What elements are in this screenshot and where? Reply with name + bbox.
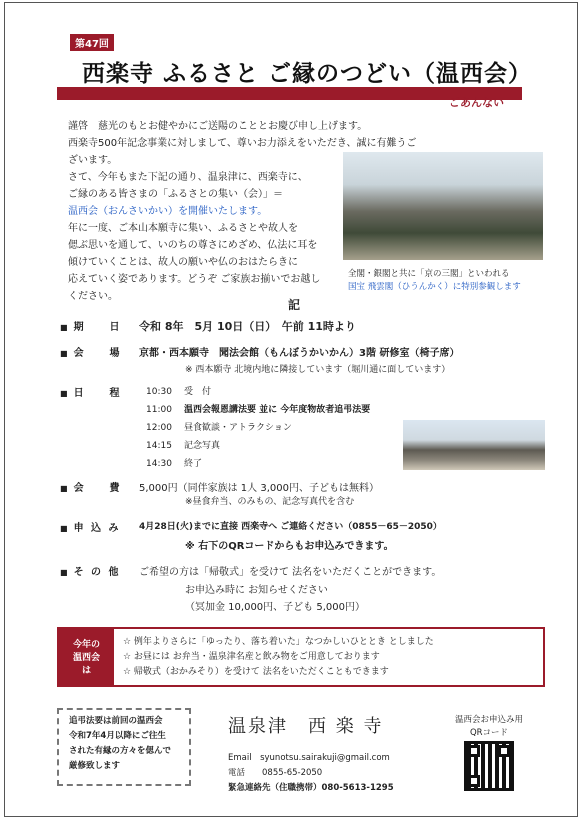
schedule-item: 14:15 記念写真	[146, 441, 221, 451]
highlight-box	[57, 627, 545, 687]
fee-row: ■ 会 費	[60, 483, 122, 494]
intro-line: 応えていく姿であります。どうぞ ご家族お揃いでお越し	[68, 274, 321, 285]
temple-photo	[343, 152, 543, 260]
other-note: お申込み時に お知らせください	[185, 585, 328, 596]
date-value: 令和 8年 5月 10日（日） 午前 11時より	[139, 320, 356, 333]
apply-value: 4月28日(火)までに直接 西楽寺へ ご連絡ください（0855－65－2050）	[139, 522, 442, 532]
venue-row: ■ 会 場	[60, 348, 122, 359]
intro-line: 傾けていくことは、故人の願いや仏のおはたらきに	[68, 257, 298, 268]
intro-line: さて、今年もまた下記の通り、温泉津に、西楽寺に、	[68, 172, 308, 183]
intro-line: 偲ぶ思いを通して、いのちの尊さにめざめ、仏法に耳を	[68, 240, 318, 251]
intro-line: 西楽寺500年記念事業に対しまして、尊いお力添えをいただき、誠に有難うございます。	[68, 138, 417, 166]
highlight-label: 今年の 温西会 は	[59, 629, 114, 685]
schedule-item: 11:00 温西会報恩講法要 並に 今年度物故者追弔法要	[146, 405, 371, 415]
schedule-row: ■ 日 程	[60, 388, 122, 399]
hall-photo	[403, 420, 545, 470]
photo-caption: 全閣・銀閣と共に「京の三閣」といわれる 国宝 飛雲閣（ひうんかく）に特別参観します	[348, 269, 521, 292]
apply-row: ■ 申 込 み	[60, 523, 121, 534]
qr-caption: 温西会お申込み用 QRコード	[454, 715, 523, 738]
subtitle: ごあんない	[449, 96, 504, 109]
other-row: ■ そ の 他	[60, 567, 121, 578]
schedule-list	[146, 384, 370, 474]
section-ki: 記	[288, 298, 301, 312]
fee-note: ※昼食弁当、のみもの、記念写真代を含む	[185, 497, 355, 507]
memorial-note: 追弔法要は前回の温西会 令和7年4月以降にご往生 された有縁の方々を偲んで 厳修致します	[57, 708, 191, 786]
schedule-item: 14:30 終了	[146, 459, 203, 469]
other-note: （冥加金 10,000円、子ども 5,000円）	[185, 602, 365, 613]
schedule-item: 12:00 昼食歓談・アトラクション	[146, 423, 292, 433]
venue-value: 京都・西本願寺 聞法会館（もんぼうかいかん）3階 研修室（椅子席）	[139, 348, 460, 359]
highlight-lines: ☆ 例年よりさらに「ゆったり、落ち着いた」なつかしいひととき としました ☆ お昼には お弁当・温泉津名産と飲み物をご用意しております ☆ 帰敬式（おかみそり）を受けて 法名をいただくこともできます	[123, 637, 434, 677]
intro-line: ご縁のある皆さまの「ふるさとの集い（会）」＝	[68, 189, 283, 200]
intro-line: ください。	[68, 291, 118, 302]
fee-value: 5,000円（同伴家族は 1人 3,000円、子どもは無料）	[139, 483, 379, 494]
email[interactable]: Email syunotsu.sairakuji@gmail.com	[228, 753, 390, 763]
schedule-item: 10:30 受 付	[146, 387, 212, 397]
qr-code-icon[interactable]	[464, 741, 514, 791]
phone: 電話 0855-65-2050	[228, 768, 323, 778]
date-row: ■ 期 日	[60, 322, 122, 333]
intro-line: 謹啓 慈光のもとお健やかにご送陽のこととお慶び申し上げます。	[68, 121, 368, 132]
emergency-contact: 緊急連絡先（住職携帯）080-5613-1295	[228, 783, 394, 793]
apply-note: ※ 右下のQRコードからもお申込みできます。	[185, 541, 394, 552]
contact-info	[228, 751, 394, 796]
page-title: 西楽寺 ふるさと ご縁のつどい（温西会）	[82, 61, 533, 87]
intro-line: 温西会（おんさいかい）を開催いたします。	[68, 206, 268, 217]
venue-note: ※ 西本願寺 北境内地に隣接しています（堀川通に面しています）	[185, 365, 451, 375]
temple-name: 温泉津 西 楽 寺	[228, 716, 384, 737]
other-value: ご希望の方は「帰敬式」を受けて 法名をいただくことができます。	[139, 567, 442, 578]
intro-line: 年に一度、ご本山本願寺に集い、ふるさとや故人を	[68, 223, 298, 234]
edition-badge: 第47回	[70, 34, 114, 51]
